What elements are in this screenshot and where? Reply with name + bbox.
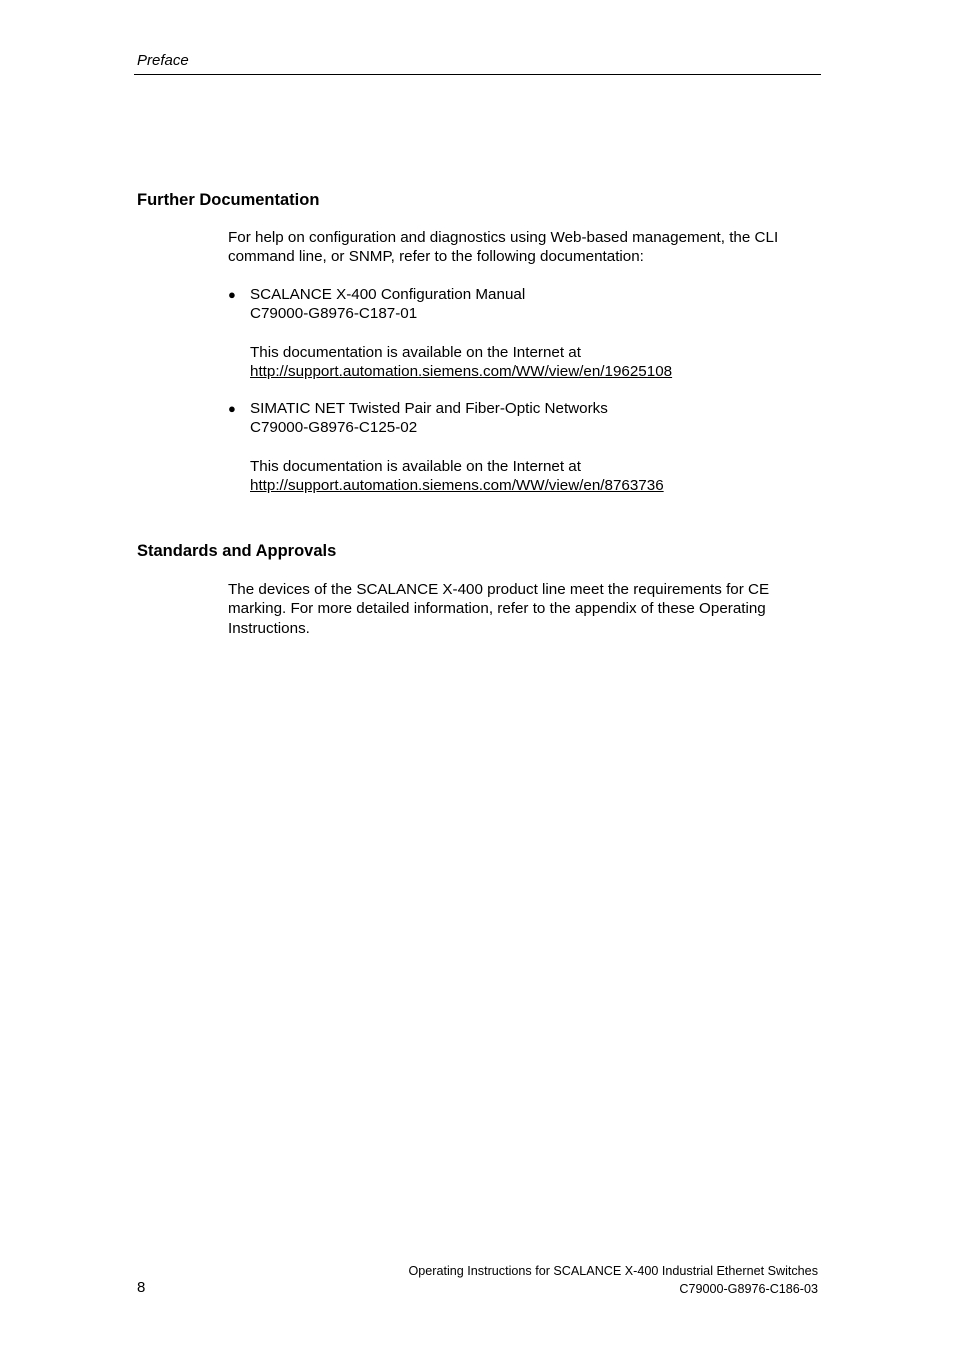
documentation-item [228,285,818,381]
standards-line: Instructions. [228,619,310,637]
standards-heading: Standards and Approvals [137,542,337,560]
documentation-list [228,399,818,495]
documentation-list [228,285,818,381]
spacer [250,438,818,457]
doc-availability-text: This documentation is available on the Internet at [250,343,581,361]
intro-line: command line, or SNMP, refer to the following documentation: [228,248,644,266]
running-header: Preface [137,52,189,69]
doc-title: SIMATIC NET Twisted Pair and Fiber-Optic Networks [250,400,608,417]
header-divider [134,74,821,75]
footer-doc-info [409,1263,819,1298]
bullet-icon: ● [228,287,236,302]
intro-line: For help on configuration and diagnostics using Web-based management, the CLI [228,229,779,246]
standards-line: marking. For more detailed information, refer to the appendix of these Operating [228,600,766,618]
doc-link[interactable]: http://support.automation.siemens.com/WW/view/en/19625108 [250,363,673,381]
standards-line: The devices of the SCALANCE X-400 product line meet the requirements for CE [228,581,770,598]
documentation-item [228,399,818,495]
spacer [250,324,818,343]
doc-availability-text: This documentation is available on the Internet at [250,457,581,475]
further-documentation-heading: Further Documentation [137,191,320,209]
further-documentation-intro [228,228,818,267]
doc-link[interactable]: http://support.automation.siemens.com/WW/view/en/8763736 [250,477,664,495]
bullet-icon: ● [228,401,236,416]
footer-doc-number: C79000-G8976-C186-03 [679,1281,818,1296]
doc-order-number: C79000-G8976-C187-01 [250,305,418,323]
doc-order-number: C79000-G8976-C125-02 [250,419,418,437]
footer-doc-title: Operating Instructions for SCALANCE X-400 Industrial Ethernet Switches [408,1264,818,1278]
standards-paragraph [228,580,818,638]
page-number: 8 [137,1279,146,1296]
doc-title: SCALANCE X-400 Configuration Manual [250,286,526,303]
